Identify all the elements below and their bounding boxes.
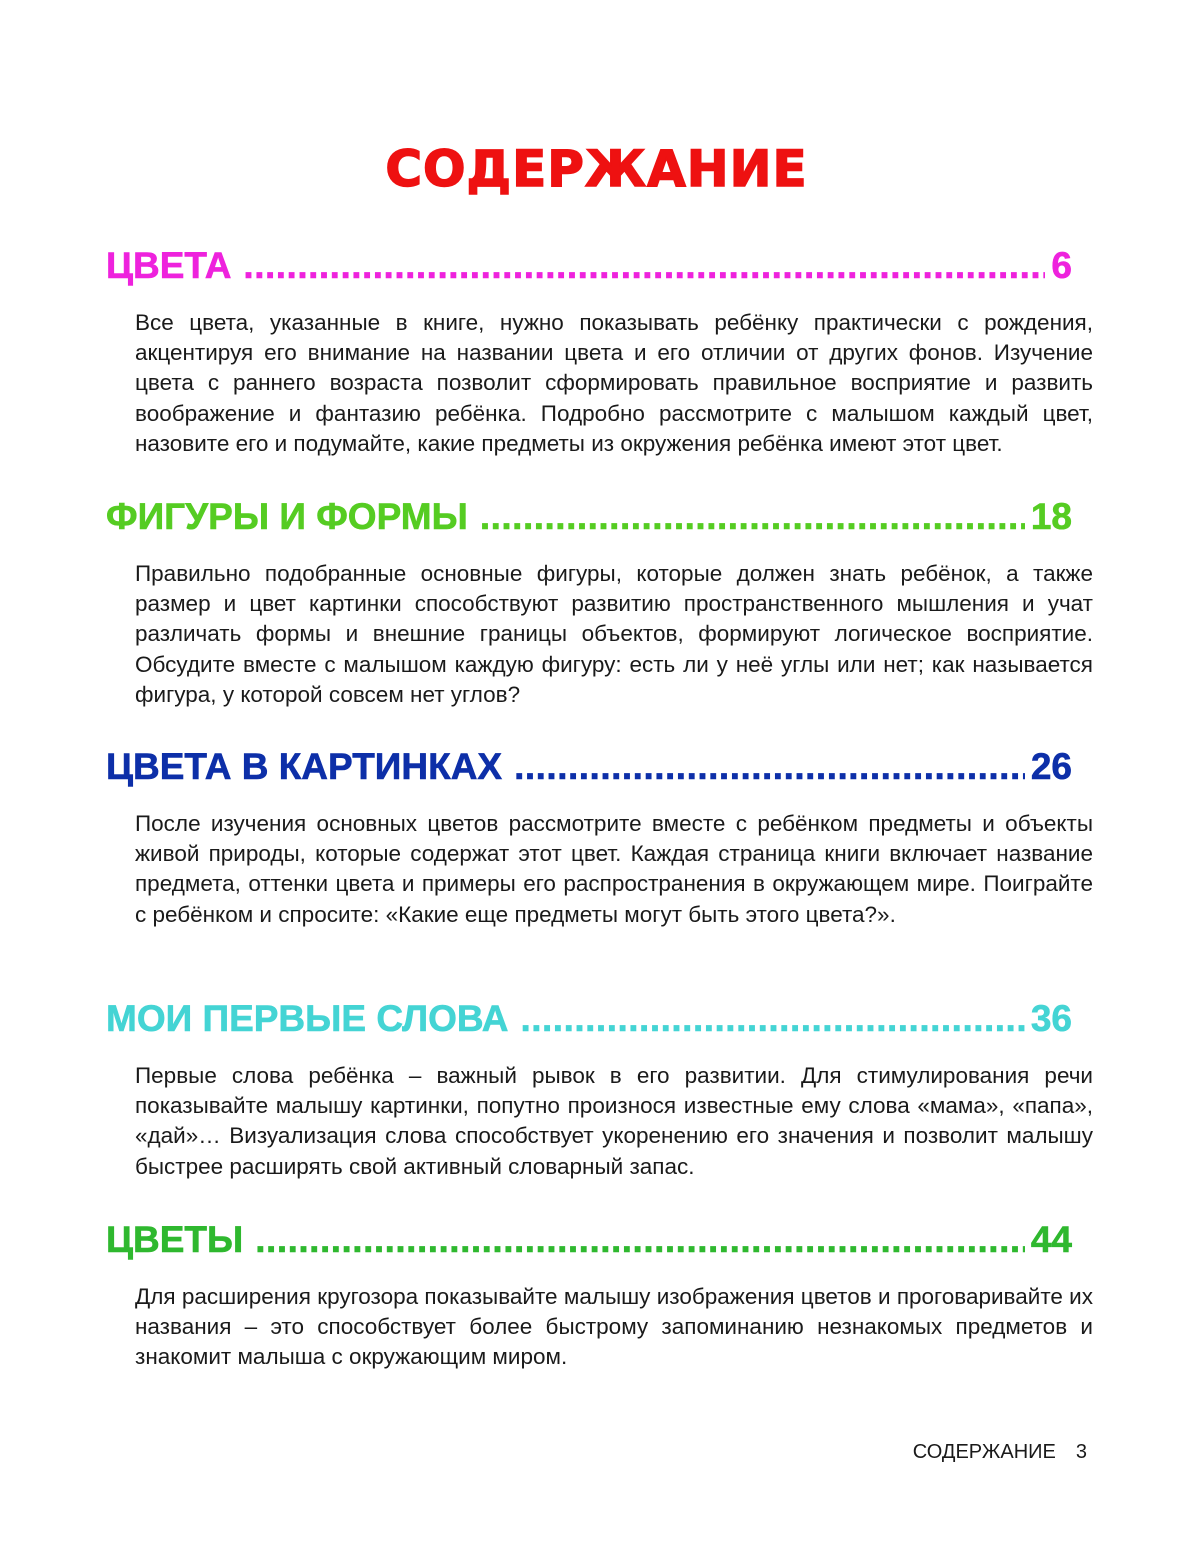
toc-heading[interactable] — [106, 244, 1072, 288]
page-title: СОДЕРЖАНИЕ — [385, 140, 808, 198]
toc-heading-title: МОИ ПЕРВЫЕ СЛОВА — [106, 998, 509, 1039]
toc-page-number: 6 — [1051, 245, 1072, 286]
toc-dot-leader — [514, 745, 1025, 789]
toc-heading[interactable] — [106, 997, 1072, 1041]
toc-heading-title: ЦВЕТА — [106, 245, 232, 286]
footer-label: СОДЕРЖАНИЕ — [912, 1441, 1056, 1463]
toc-page-number: 44 — [1030, 1219, 1072, 1260]
toc-heading-title: ЦВЕТА В КАРТИНКАХ — [106, 746, 503, 787]
toc-page-number: 26 — [1030, 746, 1072, 787]
toc-description: Для расширения кругозора показывайте малышу изображения цветов и проговаривайте их названия – это способствует более быстрому запоминанию незнакомых предметов и знакомит малыша с окружающим миром. — [135, 1284, 1093, 1370]
toc-dot-leader — [243, 244, 1045, 288]
toc-section-colors — [106, 244, 1093, 459]
toc-section-first-words — [106, 997, 1093, 1182]
toc-dot-leader — [255, 1218, 1025, 1262]
toc-heading[interactable] — [106, 745, 1072, 789]
toc-section-shapes — [106, 495, 1093, 710]
toc-heading-title: ФИГУРЫ И ФОРМЫ — [106, 496, 468, 537]
page-footer — [913, 1441, 1087, 1464]
toc-description: Правильно подобранные основные фигуры, которые должен знать ребёнок, а также размер и цвет картинки способствуют развитию пространственного мышления и учат различать формы и внешние границы объектов, формируют логическое восприятие. Обсудите вместе с малышом каждую фигуру: есть ли у неё углы или нет; как называется фигура, у которой совсем нет углов? — [135, 561, 1093, 707]
toc-description: После изучения основных цветов рассмотрите вместе с ребёнком предметы и объекты живой природы, которые содержат этот цвет. Каждая страница книги включает название предмета, оттенки цвета и примеры его распространения в окружающем мире. Поиграйте с ребёнком и спросите: «Какие еще предметы могут быть этого цвета?». — [135, 811, 1093, 927]
footer-page-number: 3 — [1075, 1441, 1087, 1463]
toc-heading-title: ЦВЕТЫ — [106, 1219, 244, 1260]
toc-section-colors-in-pictures — [106, 745, 1093, 930]
toc-description: Первые слова ребёнка – важный рывок в его развитии. Для стимулирования речи показывайте малышу картинки, попутно произнося известные ему слова «мама», «папа», «дай»… Визуализация слова способствует укоренению его значения и позволит малышу быстрее расширять свой активный словарный запас. — [135, 1063, 1093, 1179]
toc-page-number: 18 — [1030, 496, 1072, 537]
toc-page-number: 36 — [1030, 998, 1072, 1039]
toc-heading[interactable] — [106, 1218, 1072, 1262]
toc-dot-leader — [480, 495, 1025, 539]
toc-description: Все цвета, указанные в книге, нужно показывать ребёнку практически с рождения, акцентируя его внимание на названии цвета и его отличии от других фонов. Изучение цвета с раннего возраста позволит сформировать правильное восприятие и развить воображение и фантазию ребёнка. Подробно рассмотрите с малышом каждый цвет, назовите его и подумайте, какие предметы из окружения ребёнка имеют этот цвет. — [135, 310, 1093, 456]
toc-section-flowers — [106, 1218, 1093, 1373]
toc-dot-leader — [520, 997, 1024, 1041]
toc-heading[interactable] — [106, 495, 1072, 539]
